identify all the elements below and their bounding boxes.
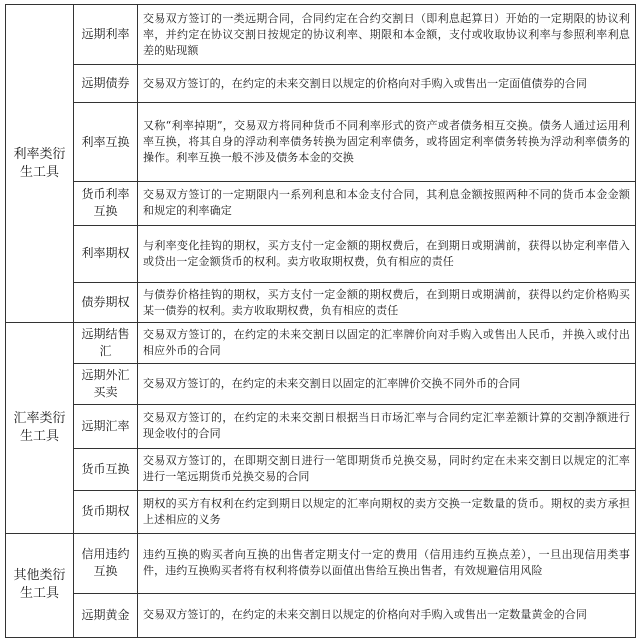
table-row: [6, 593, 636, 637]
table-row: [6, 5, 636, 65]
product-description: 交易双方签订的，在约定的未来交割日以固定的汇率牌价向对手购入或售出人民币，并换入或付出相应外币的合同: [138, 323, 636, 364]
table-row: [6, 404, 636, 448]
product-name: 债券期权: [74, 283, 138, 323]
table-row: [6, 490, 636, 533]
product-name: 远期利率: [74, 5, 138, 65]
product-name: 利率期权: [74, 225, 138, 282]
table-row: [6, 65, 636, 103]
product-description: 交易双方签订的，在约定的未来交割日以规定的价格向对手购入或售出一定数量黄金的合同: [138, 593, 636, 637]
product-name: 利率互换: [74, 103, 138, 182]
category-exchange-rate: 汇率类衍生工具: [6, 323, 74, 534]
product-description: 交易双方签订的，在即期交割日进行一笔即期货币兑换交易，同时约定在未来交割日以规定的汇率进行一笔远期货币兑换交易的合同: [138, 448, 636, 490]
product-description: 又称“利率掉期”，交易双方将同种货币不同利率形式的资产或者债务相互交换。债务人通过运用利率互换，将其自身的浮动利率债务转换为固定利率债务，或将固定利率债务转换为浮动利率债务的操作。利率互换一般不涉及债务本金的交换: [138, 103, 636, 182]
derivatives-table: [5, 4, 636, 638]
product-name: 货币利率互换: [74, 181, 138, 225]
table-row: [6, 363, 636, 404]
table-row: [6, 181, 636, 225]
table-row: [6, 323, 636, 364]
product-description: 交易双方签订的，在约定的未来交割日以规定的价格向对手购入或售出一定面值债券的合同: [138, 65, 636, 103]
table-row: [6, 103, 636, 182]
product-name: 货币期权: [74, 490, 138, 533]
product-name: 货币互换: [74, 448, 138, 490]
product-description: 交易双方签订的，在约定的未来交割日根据当日市场汇率与合同约定汇率差额计算的交割净额进行现金收付的合同: [138, 404, 636, 448]
table-row: [6, 448, 636, 490]
product-description: 交易双方签订的一定期限内一系列利息和本金支付合同，其利息金额按照两种不同的货币本金金额和规定的利率确定: [138, 181, 636, 225]
product-name: 远期汇率: [74, 404, 138, 448]
table-row: [6, 225, 636, 282]
product-description: 与债券价格挂钩的期权，买方支付一定金额的期权费后，在到期日或期满前，获得以约定价格购买某一债券的权利。卖方收取期权费，负有相应的责任: [138, 283, 636, 323]
product-name: 远期结售汇: [74, 323, 138, 364]
product-description: 交易双方签订的，在约定的未来交割日以固定的汇率牌价交换不同外币的合同: [138, 363, 636, 404]
product-name: 信用违约互换: [74, 533, 138, 593]
product-name: 远期债券: [74, 65, 138, 103]
category-other: 其他类衍生工具: [6, 533, 74, 637]
category-interest-rate: 利率类衍生工具: [6, 5, 74, 323]
product-name: 远期黄金: [74, 593, 138, 637]
product-description: 交易双方签订的一类远期合同，合同约定在合约交割日（即利息起算日）开始的一定期限的协议利率，并约定在协议交割日按规定的协议利率、期限和本金额，支付或收取协议利率与参照利率利息差的贴现额: [138, 5, 636, 65]
table-row: [6, 533, 636, 593]
product-description: 与利率变化挂钩的期权，买方支付一定金额的期权费后，在到期日或期满前，获得以协定利率借入或贷出一定金额货币的权利。卖方收取期权费，负有相应的责任: [138, 225, 636, 282]
product-description: 违约互换的购买者向互换的出售者定期支付一定的费用（信用违约互换点差），一旦出现信用类事件，违约互换购买者将有权利将债券以面值出售给互换出售者，有效规避信用风险: [138, 533, 636, 593]
product-name: 远期外汇买卖: [74, 363, 138, 404]
product-description: 期权的买方有权利在约定到期日以规定的汇率向期权的卖方交换一定数量的货币。期权的卖方承担上述相应的义务: [138, 490, 636, 533]
table-row: [6, 283, 636, 323]
